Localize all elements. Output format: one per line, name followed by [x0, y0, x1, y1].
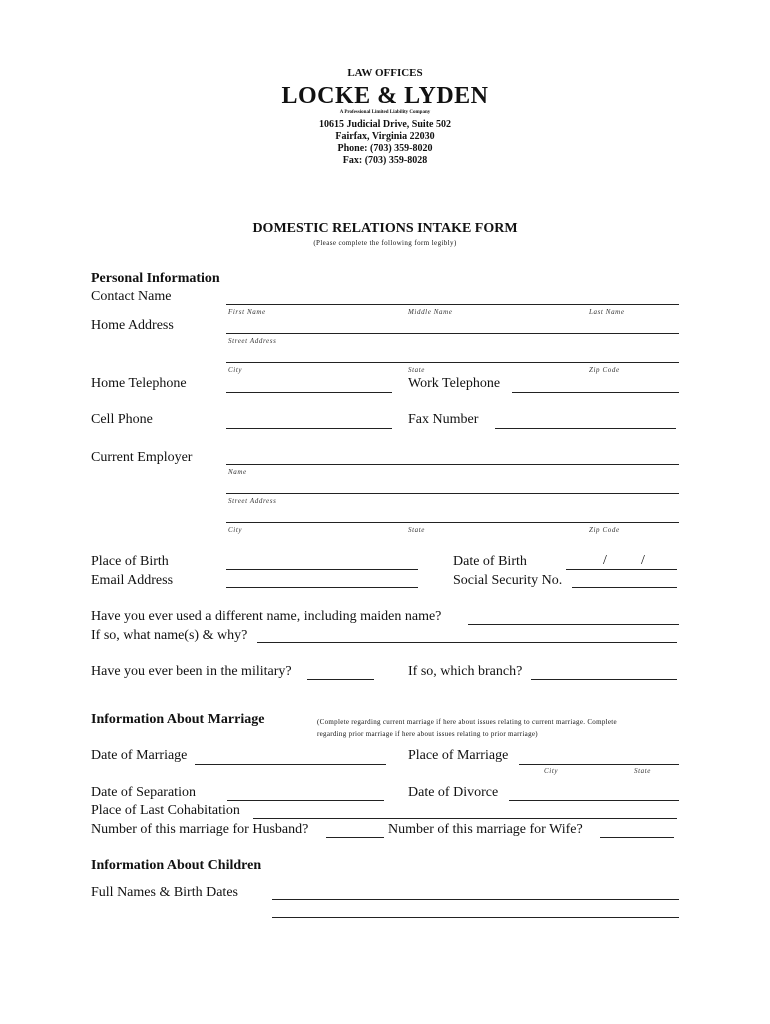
law-offices-label: LAW OFFICES [347, 67, 423, 79]
place-of-birth-field[interactable] [226, 569, 418, 570]
work-telephone-field[interactable] [512, 392, 679, 393]
children-field-line-1[interactable] [272, 899, 679, 900]
firm-address-line2: Fairfax, Virginia 22030 [335, 131, 435, 142]
street-address-caption: Street Address [228, 337, 277, 345]
cell-phone-label: Cell Phone [91, 412, 153, 427]
employer-name-caption: Name [228, 468, 247, 476]
zip-code-caption: Zip Code [589, 366, 620, 374]
employer-zip-caption: Zip Code [589, 526, 620, 534]
fax-number-label: Fax Number [408, 412, 479, 427]
home-telephone-label: Home Telephone [91, 376, 187, 391]
num-marriage-wife-label: Number of this marriage for Wife? [388, 822, 583, 837]
different-name-question: Have you ever used a different name, including maiden name? [91, 609, 442, 624]
employer-street-field[interactable] [226, 493, 679, 494]
email-address-label: Email Address [91, 573, 174, 588]
num-marriage-husband-label: Number of this marriage for Husband? [91, 822, 309, 837]
which-branch-field[interactable] [531, 679, 677, 680]
marriage-note-line2: regarding prior marriage if here about issues relating to prior marriage) [317, 730, 538, 738]
date-of-birth-label: Date of Birth [453, 554, 527, 569]
place-of-marriage-label: Place of Marriage [408, 748, 509, 763]
date-of-marriage-field[interactable] [195, 764, 386, 765]
full-names-birth-dates-label: Full Names & Birth Dates [91, 885, 238, 900]
date-of-divorce-label: Date of Divorce [408, 785, 499, 800]
employer-name-field[interactable] [226, 464, 679, 465]
home-telephone-field[interactable] [226, 392, 392, 393]
which-branch-question: If so, which branch? [408, 664, 523, 679]
home-address-label: Home Address [91, 318, 174, 333]
what-names-field[interactable] [257, 642, 677, 643]
city-caption: City [228, 366, 243, 374]
firm-fax: Fax: (703) 359-8028 [342, 155, 428, 166]
marriage-city-caption: City [544, 767, 559, 775]
firm-phone: Phone: (703) 359-8020 [337, 143, 433, 154]
military-field[interactable] [307, 679, 374, 680]
date-of-marriage-label: Date of Marriage [91, 748, 188, 763]
contact-name-label: Contact Name [91, 289, 172, 304]
email-address-field[interactable] [226, 587, 418, 588]
children-info-heading: Information About Children [91, 858, 262, 873]
date-of-separation-label: Date of Separation [91, 785, 196, 800]
employer-city-caption: City [228, 526, 243, 534]
form-subtitle: (Please complete the following form legibly) [313, 239, 457, 247]
home-city-state-zip-field[interactable] [226, 362, 679, 363]
contact-name-field[interactable] [226, 304, 679, 305]
date-of-separation-field[interactable] [227, 800, 384, 801]
different-name-field[interactable] [468, 624, 679, 625]
work-telephone-label: Work Telephone [408, 376, 501, 391]
place-of-marriage-field[interactable] [519, 764, 679, 765]
marriage-state-caption: State [634, 767, 651, 775]
place-last-cohabitation-label: Place of Last Cohabitation [91, 803, 240, 818]
cell-phone-field[interactable] [226, 428, 392, 429]
dob-separator-1: / [603, 553, 607, 568]
home-street-field[interactable] [226, 333, 679, 334]
firm-name: LOCKE & LYDEN [281, 83, 489, 109]
marriage-info-heading: Information About Marriage [91, 712, 265, 727]
place-last-cohabitation-field[interactable] [253, 818, 677, 819]
personal-info-heading: Personal Information [91, 271, 220, 286]
date-of-divorce-field[interactable] [509, 800, 679, 801]
employer-state-caption: State [408, 526, 425, 534]
firm-subtitle: A Professional Limited Liability Company [339, 110, 431, 115]
ssn-label: Social Security No. [453, 573, 563, 588]
children-field-line-2[interactable] [272, 917, 679, 918]
firm-address-line1: 10615 Judicial Drive, Suite 502 [319, 119, 451, 130]
what-names-question: If so, what name(s) & why? [91, 628, 248, 643]
military-question: Have you ever been in the military? [91, 664, 292, 679]
current-employer-label: Current Employer [91, 450, 193, 465]
dob-separator-2: / [641, 553, 645, 568]
employer-street-caption: Street Address [228, 497, 277, 505]
date-of-birth-field[interactable] [566, 569, 677, 570]
first-name-caption: First Name [228, 308, 266, 316]
employer-city-state-zip-field[interactable] [226, 522, 679, 523]
num-marriage-husband-field[interactable] [326, 837, 384, 838]
form-title: DOMESTIC RELATIONS INTAKE FORM [252, 221, 518, 236]
middle-name-caption: Middle Name [408, 308, 453, 316]
ssn-field[interactable] [572, 587, 677, 588]
fax-number-field[interactable] [495, 428, 676, 429]
state-caption: State [408, 366, 425, 374]
marriage-note-line1: (Complete regarding current marriage if here about issues relating to current marriage. Complete [317, 718, 617, 726]
num-marriage-wife-field[interactable] [600, 837, 674, 838]
place-of-birth-label: Place of Birth [91, 554, 169, 569]
last-name-caption: Last Name [589, 308, 625, 316]
